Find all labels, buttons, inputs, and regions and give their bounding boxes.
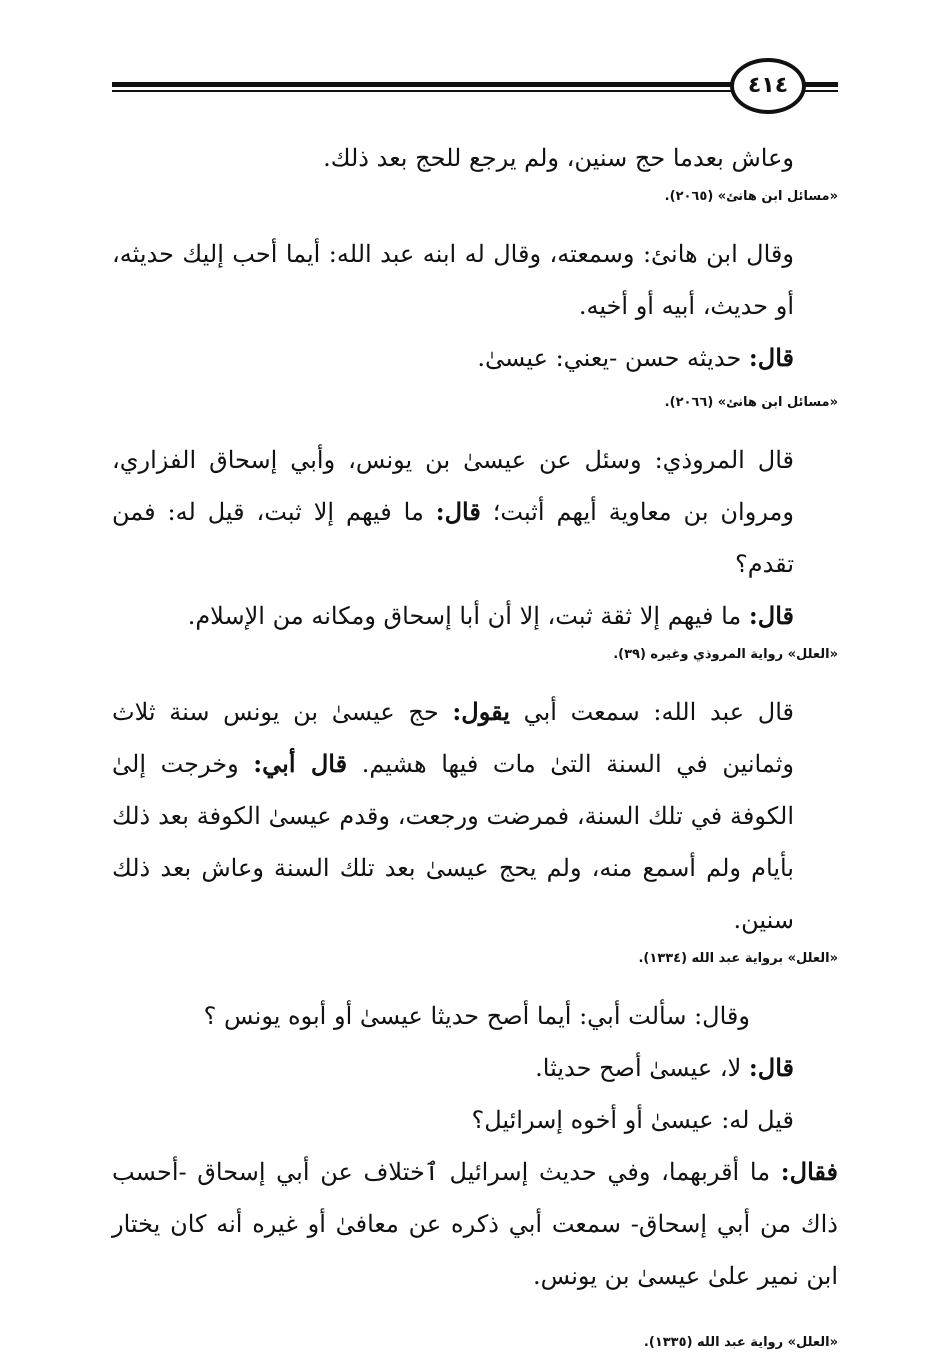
speaker-label: قال: [435,497,481,526]
paragraph [112,332,838,384]
paragraph-text: لا، عيسىٰ أصح حديثا. [535,1054,749,1082]
speaker-label: قال: [748,343,794,372]
source-citation [112,946,838,972]
page-number-badge [730,58,806,114]
paragraph-text: حج عيسىٰ بن يونس سنة ثلاث وثمانين في السنة التىٰ مات فيها هشيم. [112,698,795,778]
paragraph-text: وقال ابن هانئ: وسمعته، وقال له ابنه عبد الله: أيما أحب إليك حديثه، أو حديث، أبيه أو أخيه. [112,240,794,320]
citation-text: «مسائل ابن هانئ» (٢٠٦٥). [664,189,838,204]
paragraph [112,1146,838,1302]
citation-text: «مسائل ابن هانئ» (٢٠٦٦). [664,395,838,410]
paragraph-text: وعاش بعدما حج سنين، ولم يرجع للحج بعد ذلك. [323,144,794,172]
page-number: ٤١٤ [747,73,789,98]
paragraph [112,686,838,946]
page-body [112,132,838,1356]
paragraph [112,1042,838,1094]
citation-text: «العلل» برواية عبد الله (١٣٣٤). [638,951,838,966]
source-citation [112,390,838,416]
speaker-label: قال أبي: [253,749,348,778]
speaker-label: قال: [748,601,794,630]
paragraph [112,228,838,332]
paragraph-text: قال عبد الله: سمعت أبي [509,698,795,726]
paragraph [112,990,838,1042]
paragraph [112,590,838,642]
paragraph-text: ما فيهم إلا ثبت، قيل له: فمن تقدم؟ [112,498,794,578]
paragraph-text: قال المروذي: وسئل عن عيسىٰ بن يونس، وأبي إسحاق الفزاري، ومروان بن معاوية أيهم أثبت؛ [112,446,795,526]
citation-text: «العلل» رواية المروذي وغيره (٣٩). [613,647,838,662]
paragraph [112,1094,838,1146]
page-header [112,58,838,118]
paragraph-text: حديثه حسن -يعني: عيسىٰ. [477,344,749,372]
paragraph [112,434,838,590]
header-rule-thin [112,90,838,92]
citation-text: «العلل» رواية عبد الله (١٣٣٥). [643,1335,838,1350]
source-citation [112,184,838,210]
speaker-label: يقول: [452,697,510,726]
paragraph-text: ما أقربهما، وفي حديث إسرائيل ٱختلاف عن أبي إسحاق -أحسب ذاك من أبي إسحاق- سمعت أبي ذكره عن معافىٰ أو غيره أنه كان يختار ابن نمير علىٰ عيسىٰ بن يونس. [112,1158,838,1290]
speaker-label: فقال: [780,1157,838,1186]
source-citation [112,642,838,668]
source-citation [112,1330,838,1356]
paragraph-text: ما فيهم إلا ثقة ثبت، إلا أن أبا إسحاق ومكانه من الإسلام. [187,602,749,630]
paragraph-text: وخرجت إلىٰ الكوفة في تلك السنة، فمرضت ورجعت، وقدم عيسىٰ الكوفة بعد ذلك بأيام ولم أسمع منه، ولم يحج عيسىٰ بعد تلك السنة وعاش بعد ذلك سنين. [112,750,794,934]
paragraph-text: قيل له: عيسىٰ أو أخوه إسرائيل؟ [471,1106,794,1134]
paragraph [112,132,838,184]
paragraph-text: وقال: سألت أبي: أيما أصح حديثا عيسىٰ أو أبوه يونس ؟ [203,1002,750,1030]
speaker-label: قال: [748,1053,794,1082]
